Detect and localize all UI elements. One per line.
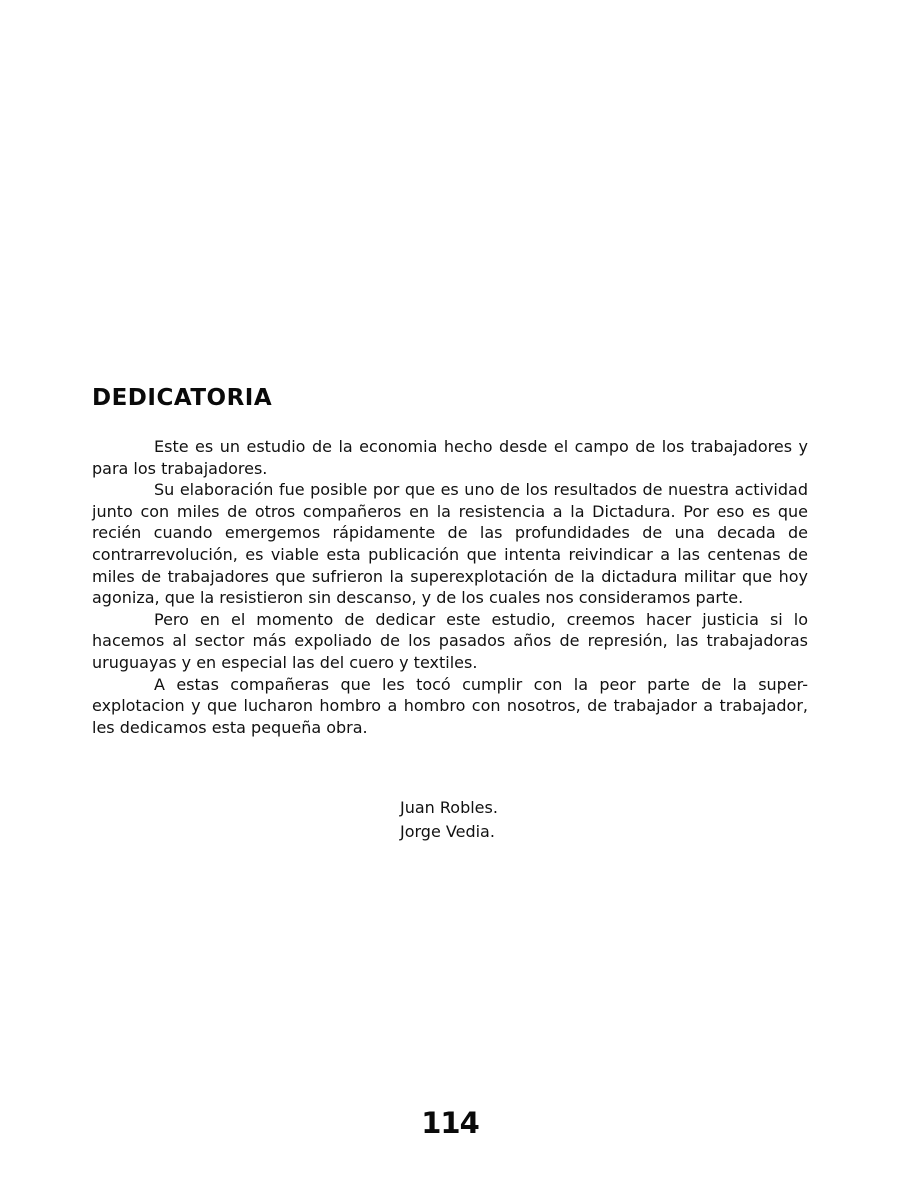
page-title: DEDICATORIA [92,385,273,411]
signature-block [400,796,498,844]
paragraph: Este es un estudio de la economia hecho desde el campo de los trabajadores y para los trabajadores. [92,437,808,478]
author-name: Juan Robles. [400,798,498,817]
paragraph: A estas compañeras que les tocó cumplir con la peor parte de la super-explotacion y que lucharon hombro a hombro con nosotros, de trabajador a trabajador, les dedicamos esta pequeña obra. [92,674,808,737]
paragraph: Su elaboración fue posible por que es uno de los resultados de nuestra actividad junto con miles de otros compañeros en la resistencia a la Dictadura. Por eso es que recién cuando emergemos rápidamente de las profundidades de una decada de contrarrevolución, es viable esta publicación que intenta reivindicar a las centenas de miles de trabajadores que sufrieron la superexplotación de la dictadura militar que hoy agoniza, que la resistieron sin descanso, y de los cuales nos consideramos parte. [92,480,808,608]
paragraph: Pero en el momento de dedicar este estudio, creemos hacer justicia si lo hacemos al sector más expoliado de los pasados años de represión, las trabajadoras uruguayas y en especial las del cuero y textiles. [92,609,808,672]
page-number: 114 [421,1106,479,1140]
dedication-body [92,436,808,738]
author-name: Jorge Vedia. [400,822,495,841]
